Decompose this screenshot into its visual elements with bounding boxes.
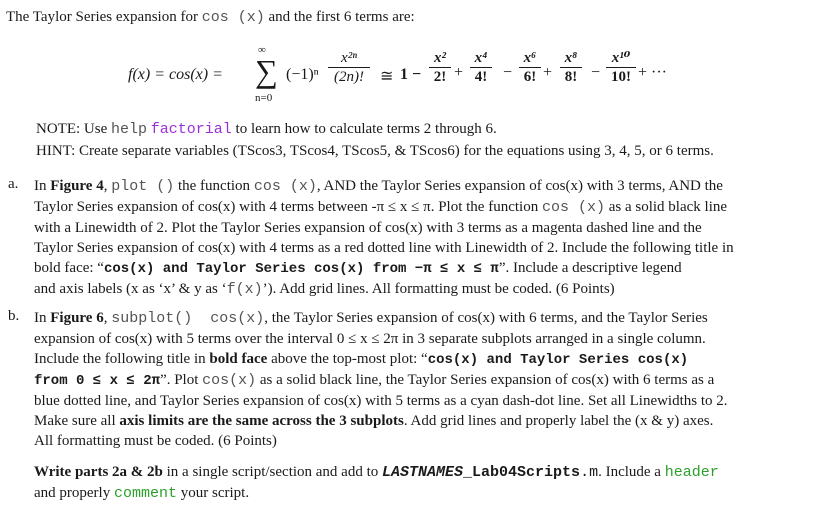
op-plus: + xyxy=(454,64,464,81)
part-a-letter: a. xyxy=(8,176,19,192)
part-a-text: In Figure 4, plot () the function cos (x), AND the Taylor Series expansion of cos(x) with 3 terms, AND the Taylor Series expansion of cos(x) with 4 terms between -π ≤ x ≤ π. Plot the function cos (x) as a solid black line with a Linewidth of 2. Plot the Taylor Series expansion of cos(x) with 3 terms as a magenta dashed line and the Taylor Series expansion of cos(x) with 4 terms as a red dotted line with Linewidth of 2. Include the following title in bold face: “cos(x) and Taylor Series cos(x) from −π ≤ x ≤ π”. Include a descriptive legend and axis labels (x as ‘x’ & y as ‘f(x)’). Add grid lines. All formatting must be coded. (6 Points) xyxy=(34,178,734,298)
sum-lower-limit: n=0 xyxy=(255,92,273,104)
header-code: header xyxy=(664,464,719,481)
term-x8: x⁸ 8! xyxy=(560,50,582,85)
note-line: NOTE: Use help factorial to learn how to calculate terms 2 through 6. xyxy=(36,121,497,138)
taylor-formula xyxy=(128,44,668,112)
term-x6: x⁶ 6! xyxy=(519,50,541,85)
sign-term: (−1)ⁿ xyxy=(286,66,319,83)
intro-text: The Taylor Series expansion for cos (x) and the first 6 terms are: xyxy=(6,9,415,26)
op-minus: − xyxy=(591,64,601,81)
sigma-symbol: ∑ xyxy=(255,53,278,89)
part-b-letter: b. xyxy=(8,308,20,324)
term-x10: x¹⁰ 10! xyxy=(606,50,636,85)
final-instructions: Write parts 2a & 2b in a single script/section and add to LASTNAMES_Lab04Scripts.m. Include a header and properly comment your script. xyxy=(34,464,719,502)
factorial-code: factorial xyxy=(150,121,232,138)
approx-symbol: ≅ xyxy=(380,68,394,85)
cos-code: cos (x) xyxy=(201,9,265,26)
comment-code: comment xyxy=(113,485,177,502)
hint-line: HINT: Create separate variables (TScos3, TScos4, TScos5, & TScos6) for the equations using 3, 4, 5, or 6 terms. xyxy=(36,143,714,159)
script-filename: LASTNAMES xyxy=(382,464,464,481)
op-plus-ellipsis: + ··· xyxy=(638,64,668,81)
help-code: help xyxy=(111,121,148,138)
first-term: 1 − xyxy=(400,66,422,83)
part-b-text: In Figure 6, subplot() cos(x), the Taylor Series expansion of cos(x) with 6 terms, and the Taylor Series expansion of cos(x) with 5 terms over the interval 0 ≤ x ≤ 2π in 3 separate subplots arranged in a single column. Include the following title in bold face above the top-most plot: “cos(x) and Taylor Series cos(x) from 0 ≤ x ≤ 2π”. Plot cos(x) as a solid black line, the Taylor Series expansion of cos(x) with 6 terms as a blue dotted line, and Taylor Series expansion of cos(x) with 5 terms as a cyan dash-dot line. Set all Linewidths to 2. Make sure all axis limits are the same across the 3 subplots. Add grid lines and properly label the (x & y) axes. All formatting must be coded. (6 Points) xyxy=(34,310,728,449)
sum-upper-limit: ∞ xyxy=(258,44,266,56)
op-plus: + xyxy=(543,64,553,81)
formula-lhs: f(x) = cos(x) = xyxy=(128,66,223,83)
general-term-fraction: x²ⁿ (2n)! xyxy=(328,50,370,85)
term-x4: x⁴ 4! xyxy=(470,50,492,85)
term-x2: x² 2! xyxy=(429,50,451,85)
op-minus: − xyxy=(503,64,513,81)
